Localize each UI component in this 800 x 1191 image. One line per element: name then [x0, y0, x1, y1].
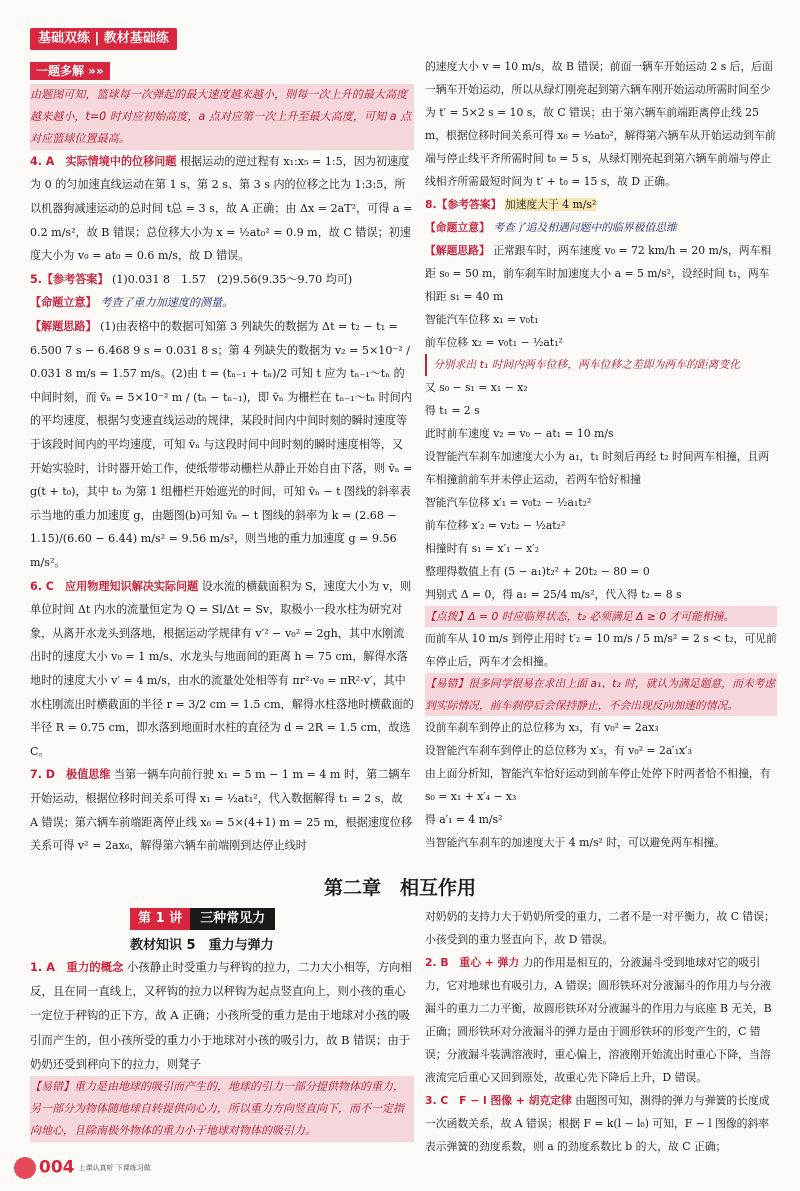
q4-text: 根据运动的逆过程有 x₁:x₅ = 1:5，因为初速度为 0 的匀加速直线运动在第 1 s、第 2 s、第 3 s 内的位移之比为 1:3:5，所以机器狗减速运动的总时间 t总 = 3 s，故 A 正确；由 Δx = 2aT²，可得 a = 0.2 m/s²，故 B 错误；总位移大小为 x = ½at₀² = 0.9 m，故 C 错误；初速度大小为 v₀ = at₀ = 0.6 m/s，故 D 错误。 — [30, 154, 413, 263]
left-column-top — [30, 60, 414, 858]
knowledge-point-title: 教材知识 5 重力与弹力 — [130, 938, 274, 953]
q8-hand-note-3: 【易错】很多同学很易在求出上面 a₁、t₂ 时，就认为满足题意，而未考虑到实际情况，前车刹停后会保持静止，不会出现反向加速的情况。 — [425, 673, 777, 716]
q8-step-6: 此时前车速度 v₂ = v₀ − at₁ = 10 m/s — [425, 426, 614, 440]
q8-step-12: 判别式 Δ = 0，得 a₁ = 25/4 m/s²，代入得 t₂ = 8 s — [425, 587, 682, 601]
chapter-title: 第二章 相互作用 — [323, 877, 476, 899]
q8-step-2: 智能汽车位移 x₁ = v₀t₁ — [425, 313, 539, 326]
q8-label-silu: 【解题思路】 — [425, 244, 490, 257]
ch2-q1-heading: 1. A 重力的概念 — [30, 960, 124, 974]
lecture-number: 第 1 讲 — [130, 908, 190, 930]
q5-heading: 5.【参考答案】 — [30, 272, 109, 286]
q8-yili: 考查了追及相遇问题中的临界极值思维 — [493, 221, 677, 234]
right-column-bottom — [425, 905, 777, 1158]
q8-step-17: 得 a′₁ = 4 m/s² — [425, 813, 503, 826]
ch2-q1-hand-note: 【易错】重力是由地球的吸引而产生的，地球的引力一部分提供物体的重力，另一部分为物体随地球自转提供向心力，所以重力方向竖直向下，而不一定指向地心，且除南极外物体的重力小于地球对物体的吸引力。 — [30, 1076, 414, 1142]
q8-step-15: 设智能汽车刹车到停止的总位移为 x′₃，有 v₀² = 2a′₁x′₃ — [425, 744, 692, 757]
q8-step-7: 设智能汽车刹车加速度大小为 a₁，t₁ 时刻后再经 t₂ 时间两车相撞，且两车相撞前前车并未停止运动，若两车恰好相撞 — [425, 449, 770, 486]
q8-label-yili: 【命题立意】 — [425, 221, 490, 234]
q8-heading: 8.【参考答案】 — [425, 198, 502, 211]
q8-step-9: 前车位移 x′₂ = v₂t₂ − ½at₂² — [425, 518, 566, 532]
mascot-icon — [14, 1157, 36, 1179]
q8-step-18: 当智能汽车刹车的加速度大于 4 m/s² 时，可以避免两车相撞。 — [425, 836, 726, 849]
q5-answer: (1)0.031 8 1.57 (2)9.56(9.35～9.70 均可) — [112, 272, 353, 286]
yiti-badge: 一题多解 »» — [30, 62, 110, 80]
q7-heading: 7. D 极值思维 — [30, 768, 111, 782]
q8-step-10: 相撞时有 s₁ = x′₁ − x′₂ — [425, 541, 540, 555]
q8-step-16: 由上面分析知，智能汽车恰好运动到前车停止处停下时两者恰不相撞，有 s₀ = x₁ + x′₄ − x₃ — [425, 767, 771, 803]
q7-continued: 的速度大小 v = 10 m/s，故 B 错误；前面一辆车开始运动 2 s 后，后面一辆车开始运动，所以从绿灯刚亮起到第六辆车刚开始运动所需时间至少为 t′ = 5×2 s = 10 s，故 C 错误；由于第六辆车前端距离停止线 25 m，根据位移时间关系可得 x₆ = ½at₀²，解得第六辆车从开始运动到车前端与停止线平齐所需时间 t₀ = 5 s，从绿灯刚亮起到第六辆车前端与停止线相齐所需最短时间为 t′ + t₀ = 15 s，故 D 正确。 — [425, 60, 776, 188]
q5-yili: 考查了重力加速度的测量。 — [100, 296, 234, 310]
q7-text: 当第一辆车向前行驶 x₁ = 5 m − 1 m = 4 m 时，第二辆车开始运动，根据位移时间关系可得 x₁ = ½at₁²，代入数据解得 t₁ = 2 s，故 A 错误；第六辆车前端距离停止线 x₆ = 5×(4+1) m = 25 m，根据速度位移关系可得 v² = 2ax₆，解得第六辆车前端刚到达停止线时 — [30, 768, 413, 853]
section-tag: 基础双练 | 教材基础练 — [30, 28, 177, 50]
ch2-q3-text: 由题图可知，测得的弹力与弹簧的长度成一次函数关系，故 A 错误；根据 F = k(l − l₀) 可知，F − l 图像的斜率表示弹簧的劲度系数，则 a 的劲度系数比 b 的大，故 C 正确； — [425, 1094, 770, 1153]
q6-heading: 6. C 应用物理知识解决实际问题 — [30, 579, 199, 593]
q8-step-8: 智能汽车位移 x′₁ = v₀t₂ − ½a₁t₂² — [425, 495, 592, 509]
ch2-q1-text: 小孩静止时受重力与秤钩的拉力，二力大小相等，方向相反，且在同一直线上，又秤钩的拉力以秤钩为起点竖直向上，则小孩的重心一定位于秤钩的正下方，故 A 正确；小孩所受的重力是由于地球对小孩的吸引而产生的，但小孩所受的重力小于地球对小孩的吸引力，故 B 错误；由于奶奶还受到秤向下的拉力，则凳子 — [30, 960, 412, 1071]
lecture-banner — [130, 907, 320, 929]
q8-step-13: 而前车从 10 m/s 到停止用时 t′₂ = 10 m/s / 5 m/s² = 2 s < t₂，可见前车停止后，两车才会相撞。 — [425, 632, 777, 668]
ch2-q2-heading: 2. B 重心 + 弹力 — [425, 956, 520, 969]
q8-step-3: 前车位移 x₂ = v₀t₁ − ½at₁² — [425, 336, 563, 349]
q8-step-14: 设前车刹车到停止的总位移为 x₃，有 v₀² = 2ax₃ — [425, 721, 659, 734]
left-column-bottom — [30, 955, 414, 1142]
yiti-note: 由题图可知，篮球每一次弹起的最大速度越来越小，则每一次上升的最大高度越来越小，t=0 时对应初始高度，a 点对应第一次上升至最大高度，可知 a 点对应篮球位置最高。 — [30, 84, 414, 150]
q5-text: (1)由表格中的数据可知第 3 列缺失的数据为 Δt = t₂ − t₁ = 6.500 7 s − 6.468 9 s = 0.031 8 s；第 4 列缺失的数据为 v₂ = 5×10⁻² / 0.031 8 m/s = 1.57 m/s。(2)由 t = (tₙ₋₁ + tₙ)/2 可知 t 应为 tₙ₋₁～tₙ 的中间时刻，而 v̄ₙ = 5×10⁻² m / (tₙ − tₙ₋₁)，即 v̄ₙ 为栅栏在 tₙ₋₁～tₙ 时间内的平均速度，根据匀变速直线运动的规律，某段时间内中间时刻的瞬时速度等于该段时间内的平均速度，可知 v̄ₙ 与这段时间中间时刻的瞬时速度相等，又开始实验时，计时器开始工作，使纸带带动栅栏从静止开始自由下落，则 v̄ₙ = g(t + t₀)，其中 t₀ 为第 1 组栅栏开始遮光的时间，可知 v̄ₙ − t 图线的斜率表示当地的重力加速度 g，由题图(b)可知 v̄ₙ − t 图线的斜率为 k = (2.68 − 1.15)/(6.60 − 6.44) m/s² = 9.56 m/s²，则当地的重力加速度 g = 9.56 m/s²。 — [30, 320, 413, 569]
ch2-q2-text: 力的作用是相互的，分液漏斗受到地球对它的吸引力，它对地球也有吸引力，A 错误；圆形铁环对分液漏斗的作用力与分液漏斗的重力二力平衡，故圆形铁环对分液漏斗的作用力与底座 B 无关，B 正确；圆形铁环对分液漏斗的弹力是由于圆形铁环的形变产生的，C 错误；分液漏斗装满溶液时，重心偏上，溶液刚开始流出时重心下降，当溶液流完后重心又回到原处，故重心先下降后上升，D 错误。 — [425, 956, 772, 1084]
footer-slogan: 上课认真听 下课练习做 — [78, 1163, 151, 1172]
q5-label-yili: 【命题立意】 — [30, 296, 97, 310]
q5-label-silu: 【解题思路】 — [30, 320, 97, 334]
q8-step-1: 正常跟车时，两车速度 v₀ = 72 km/h = 20 m/s，两车相距 s₀ = 50 m，前车刹车时加速度大小 a = 5 m/s²，设经时间 t₁，两车相距 s₁ = 40 m — [425, 244, 772, 303]
lecture-title: 三种常见力 — [190, 908, 275, 930]
ch2-q3-heading: 3. C F − l 图像 + 胡克定律 — [425, 1094, 572, 1107]
q8-hand-note-2: 【点拨】Δ = 0 时应临界状态，t₂ 必须满足 Δ ≥ 0 才可能相撞。 — [425, 606, 777, 628]
q8-answer: 加速度大于 4 m/s² — [504, 198, 597, 211]
ch2-q1-continued: 对奶奶的支持力大于奶奶所受的重力，二者不是一对平衡力，故 C 错误；小孩受到的重力竖直向下，故 D 错误。 — [425, 910, 775, 946]
page-number: 004 — [39, 1157, 75, 1178]
page-footer — [14, 1157, 151, 1179]
q8-step-5: 得 t₁ = 2 s — [425, 403, 480, 417]
q6-text: 设水流的横截面积为 S，速度大小为 v，则单位时间 Δt 内水的流量恒定为 Q = Sl/Δt = Sv，取极小一段水柱为研究对象，从离开水龙头到落地，根据运动学规律有 v′² − v₀² = 2gh，其中水刚流出时的速度大小 v₀ = 1 m/s、水龙头与地面间的距离 h = 75 cm，解得水落地时的速度大小 v′ = 4 m/s，由水的流量处处相等有 πr²·v₀ = πR²·v′，其中水柱刚流出时横截面的半径 r = 3/2 cm = 1.5 cm，解得水柱落地时横截面的半径 R = 0.75 cm，即水落到地面时水柱的直径为 d = 2R = 1.5 cm，故选 C。 — [30, 579, 414, 758]
right-column-top — [425, 55, 777, 854]
q8-step-4: 又 s₀ − s₁ = x₁ − x₂ — [425, 380, 528, 394]
q8-step-11: 整理得数值上有 (5 − a₁)t₂² + 20t₂ − 80 = 0 — [425, 564, 650, 578]
q4-heading: 4. A 实际情境中的位移问题 — [30, 154, 177, 168]
q8-hand-note-1: 分别求出 t₁ 时间内两车位移，两车位移之差即为两车的距离变化 — [425, 354, 777, 376]
